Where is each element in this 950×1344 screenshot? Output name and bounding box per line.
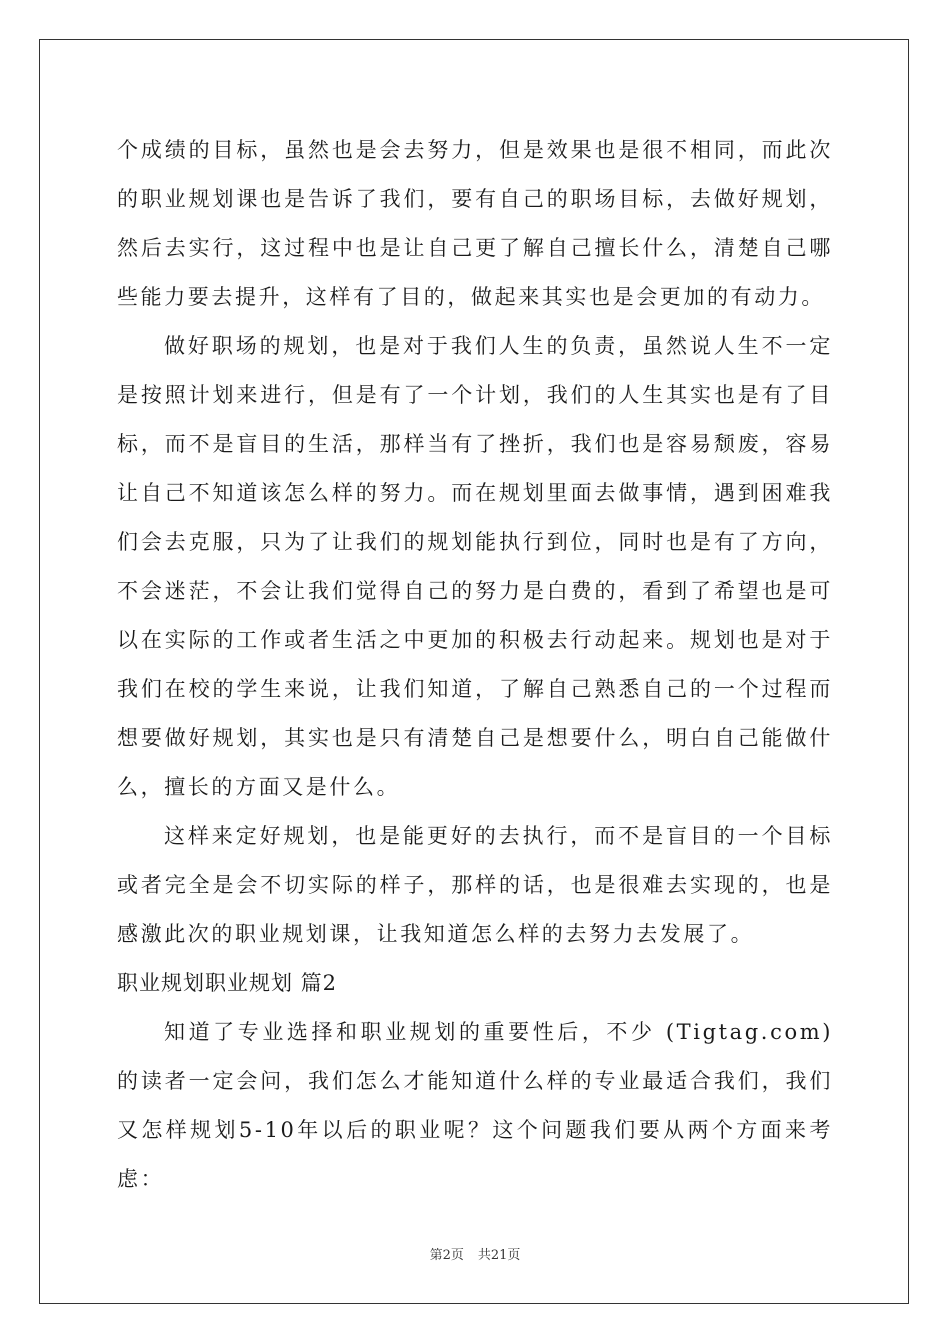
- document-body: [117, 126, 833, 1204]
- page-footer: [0, 1244, 950, 1263]
- page-number: 第2页: [429, 1248, 464, 1263]
- paragraph-3: 这样来定好规划，也是能更好的去执行，而不是盲目的一个目标或者完全是会不切实际的样子，那样的话，也是很难去实现的，也是感激此次的职业规划课，让我知道怎么样的去努力去发展了。: [117, 824, 833, 946]
- paragraph-1: 个成绩的目标，虽然也是会去努力，但是效果也是很不相同，而此次的职业规划课也是告诉了我们，要有自己的职场目标，去做好规划，然后去实行，这过程中也是让自己更了解自己擅长什么，清楚自己哪些能力要去提升，这样有了目的，做起来其实也是会更加的有动力。: [117, 138, 833, 309]
- total-pages: 共21页: [477, 1248, 521, 1263]
- paragraph-2: 做好职场的规划，也是对于我们人生的负责，虽然说人生不一定是按照计划来进行，但是有了一个计划，我们的人生其实也是有了目标，而不是盲目的生活，那样当有了挫折，我们也是容易颓废，容易让自己不知道该怎么样的努力。而在规划里面去做事情，遇到困难我们会去克服，只为了让我们的规划能执行到位，同时也是有了方向，不会迷茫，不会让我们觉得自己的努力是白费的，看到了希望也是可以在实际的工作或者生活之中更加的积极去行动起来。规划也是对于我们在校的学生来说，让我们知道，了解自己熟悉自己的一个过程而想要做好规划，其实也是只有清楚自己是想要什么，明白自己能做什么，擅长的方面又是什么。: [117, 334, 833, 799]
- section-heading: 职业规划职业规划 篇2: [117, 971, 338, 995]
- paragraph-4: 知道了专业选择和职业规划的重要性后，不少 (Tigtag.com) 的读者一定会问，我们怎么才能知道什么样的专业最适合我们，我们又怎样规划5-10年以后的职业呢？这个问题我们要从两个方面来考虑：: [117, 1020, 833, 1191]
